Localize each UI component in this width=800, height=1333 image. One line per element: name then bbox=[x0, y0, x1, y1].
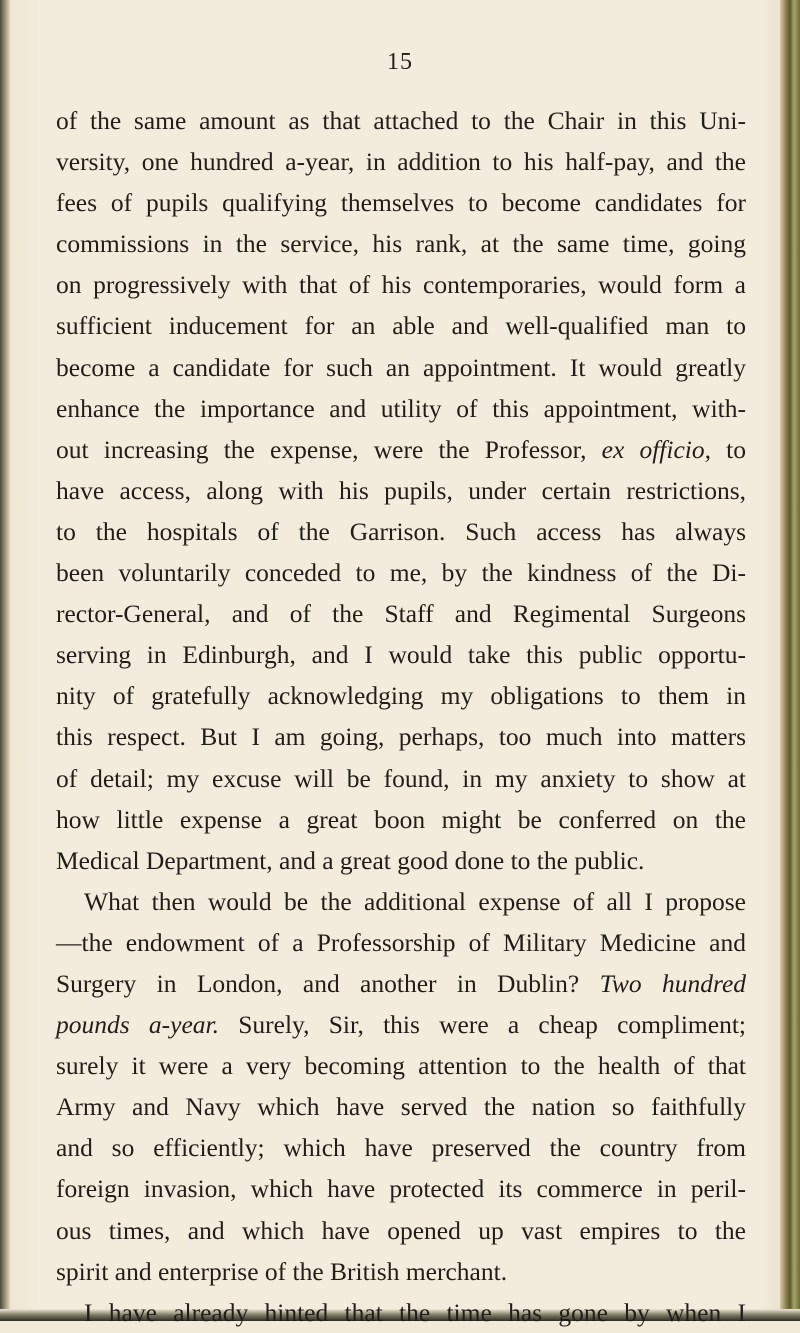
text-line: been voluntarily conceded to me, by the kindness of the Di- bbox=[56, 558, 746, 588]
text-line: serving in Edinburgh, and I would take this public opportu- bbox=[56, 640, 746, 670]
text-line: and so efficiently; which have preserved the country from bbox=[56, 1133, 746, 1163]
text-line: nity of gratefully acknowledging my obligations to them in bbox=[56, 681, 746, 711]
text-line: this respect. But I am going, perhaps, too much into matters bbox=[56, 722, 746, 752]
text-line: how little expense a great boon might be conferred on the bbox=[56, 804, 746, 834]
italic-phrase: ex officio, bbox=[601, 434, 711, 464]
text-line bbox=[56, 429, 746, 470]
italic-phrase: pounds a-year. bbox=[56, 1010, 219, 1040]
text-line: versity, one hundred a-year, in addition to his half-pay, and the bbox=[56, 147, 746, 177]
text-line: sufficient inducement for an able and well-qualified man to bbox=[56, 311, 746, 341]
text-run: Surgery in London, and another in Dublin? bbox=[56, 968, 600, 998]
text-line: commissions in the service, his rank, at the same time, going bbox=[56, 229, 746, 259]
text-line bbox=[56, 963, 746, 1004]
text-line: of the same amount as that attached to the Chair in this Uni- bbox=[56, 106, 746, 135]
text-line: Medical Department, and a great good done to the public. bbox=[56, 845, 645, 875]
text-line: ous times, and which have opened up vast empires to the bbox=[56, 1215, 746, 1245]
page-number: 15 bbox=[387, 49, 413, 75]
text-line: surely it were a very becoming attention to the health of that bbox=[56, 1051, 746, 1081]
text-line: spirit and enterprise of the British merchant. bbox=[56, 1256, 508, 1286]
text-line: enhance the importance and utility of this appointment, with- bbox=[56, 393, 746, 423]
italic-phrase: Two hundred bbox=[599, 968, 747, 998]
binding-shadow bbox=[0, 0, 10, 1321]
text-run: out increasing the expense, were the Professor, bbox=[56, 434, 602, 464]
text-line: become a candidate for such an appointment. It would greatly bbox=[56, 352, 746, 382]
text-run: Surely, Sir, this were a cheap compliment; bbox=[219, 1010, 746, 1040]
text-run: to bbox=[710, 434, 746, 464]
text-line: on progressively with that of his contemporaries, would form a bbox=[56, 270, 746, 300]
page-edge-right bbox=[780, 0, 800, 1321]
text-line: Army and Navy which have served the nation so faithfully bbox=[56, 1092, 746, 1122]
text-line: have access, along with his pupils, under certain restrictions, bbox=[56, 475, 746, 505]
text-line bbox=[56, 1004, 746, 1045]
text-line: What then would be the additional expense of all I propose bbox=[84, 886, 746, 916]
text-line: rector-General, and of the Staff and Regimental Surgeons bbox=[56, 599, 746, 629]
text-line: fees of pupils qualifying themselves to become candidates for bbox=[56, 188, 746, 218]
text-line: foreign invasion, which have protected its commerce in peril- bbox=[56, 1174, 746, 1204]
text-line: to the hospitals of the Garrison. Such access has always bbox=[56, 516, 746, 546]
text-line: I have already hinted that the time has gone by when I bbox=[84, 1297, 746, 1327]
text-line: of detail; my excuse will be found, in my anxiety to show at bbox=[56, 763, 746, 793]
body-text bbox=[56, 100, 746, 1333]
text-line: —the endowment of a Professorship of Military Medicine and bbox=[56, 927, 746, 957]
